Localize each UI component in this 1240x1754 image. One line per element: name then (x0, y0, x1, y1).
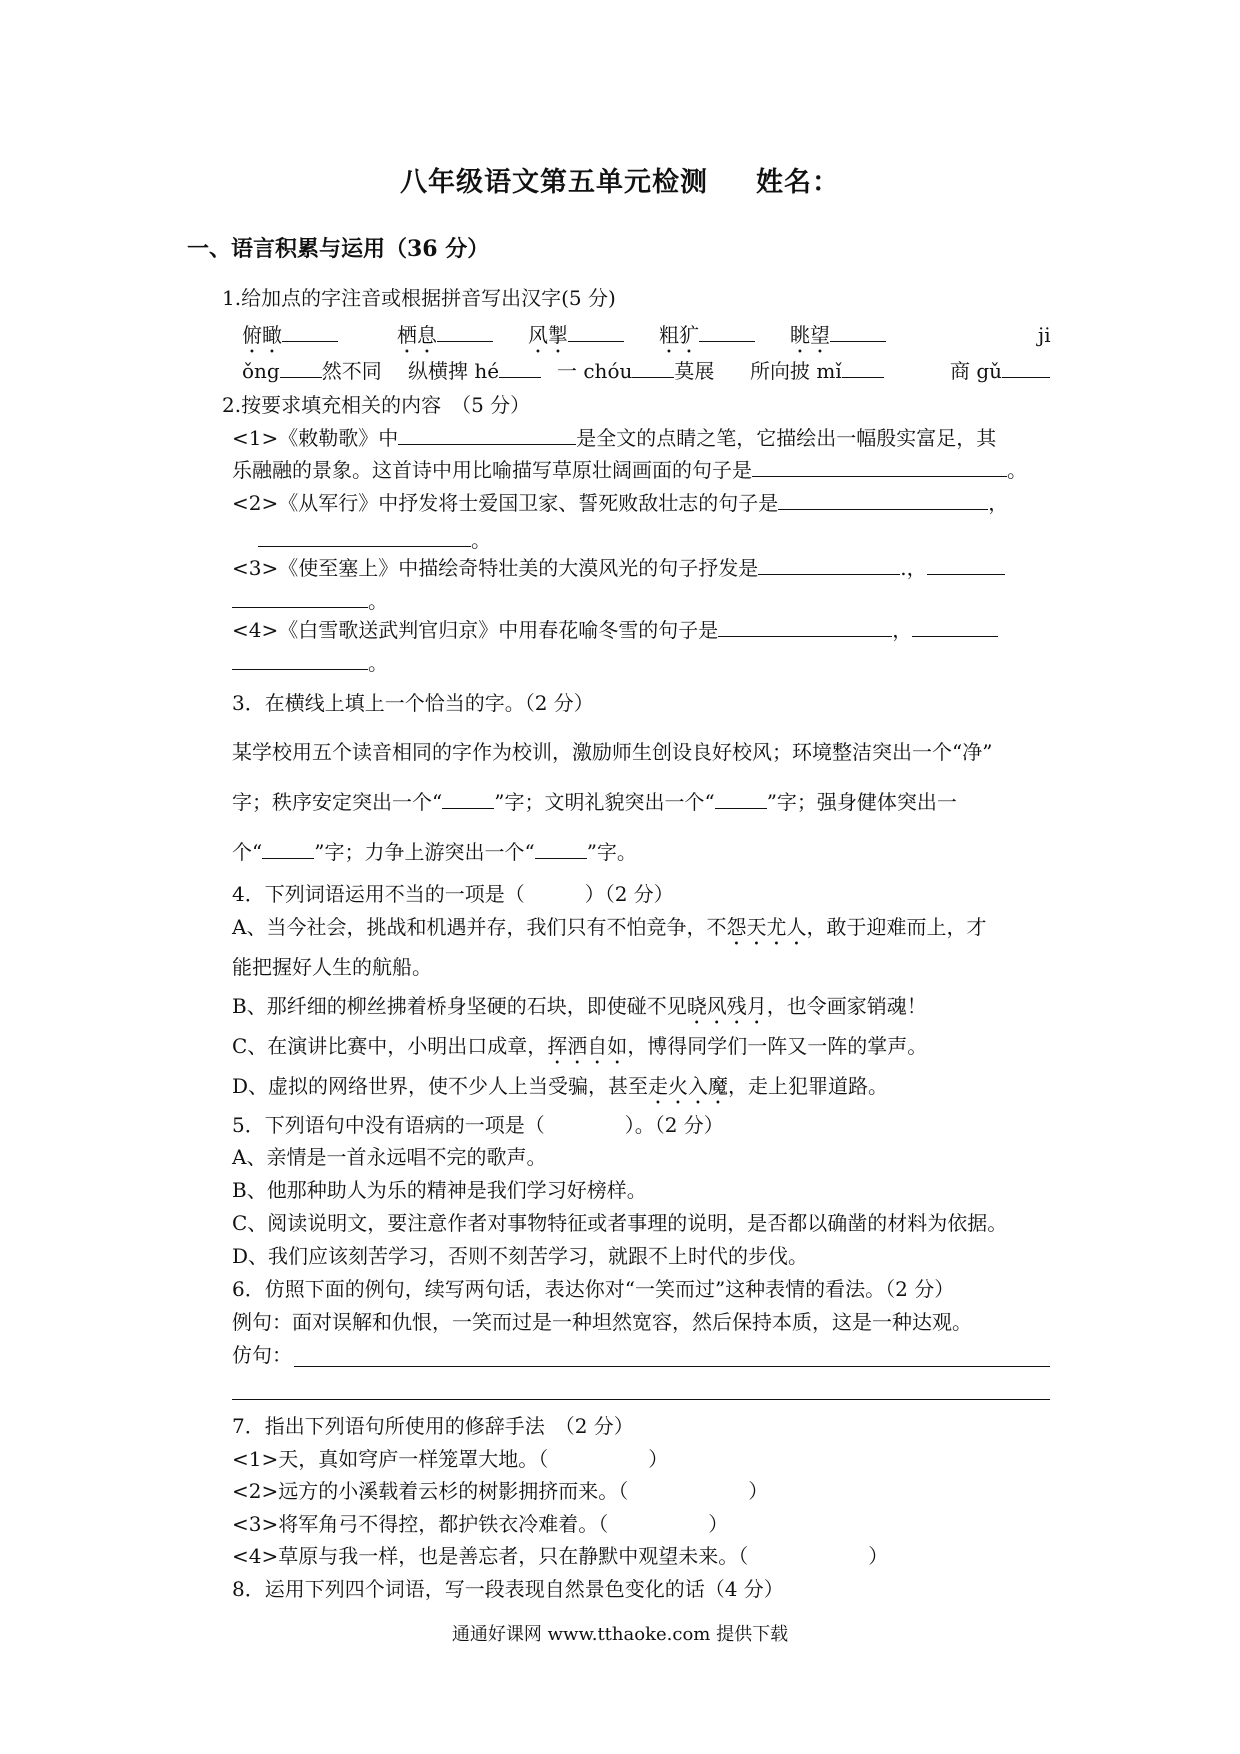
q3-line-2: 字；秩序安定突出一个“ ”字；文明礼貌突出一个“ ”字；强身健体突出一 (232, 790, 957, 814)
q8-prompt: 8．运用下列四个词语，写一段表现自然景色变化的话（4 分） (232, 1577, 784, 1601)
q6-example: 例句：面对误解和仇恨，一笑而过是一种坦然宽容，然后保持本质，这是一种达观。 (232, 1310, 972, 1334)
q4-option-a-cont: 能把握好人生的航船。 (232, 955, 432, 979)
q1-pinyin-ji: ji (1038, 323, 1051, 347)
q3-prompt: 3．在横线上填上一个恰当的字。（2 分） (232, 691, 594, 715)
name-label: 姓名： (756, 167, 840, 198)
q1-word-9: 所向披 mǐ (750, 358, 884, 384)
q1-word-1: 俯瞰 (242, 322, 338, 358)
q2-item-4-cont: 。 (232, 650, 388, 676)
q3-line-1: 某学校用五个读音相同的字作为校训，激励师生创设良好校风；环境整洁突出一个“净” (232, 740, 993, 764)
q7-item-1: <1>天，真如穹庐一样笼罩大地。（ ） (232, 1447, 669, 1471)
q1-word-6: ǒng 然不同 (242, 359, 382, 383)
q7-prompt: 7．指出下列语句所使用的修辞手法 （2 分） (232, 1414, 634, 1438)
q7-item-2: <2>远方的小溪载着云杉的树影拥挤而来。（ ） (232, 1479, 769, 1503)
q4-option-d: D、虚拟的网络世界，使不少人上当受骗，甚至走火入魔，走上犯罪道路。 (232, 1074, 889, 1098)
answer-line (294, 1366, 1050, 1367)
q4-option-b: B、那纤细的柳丝拂着桥身坚硬的石块，即使碰不见晓风残月，也令画家销魂！ (232, 994, 927, 1018)
q7-item-3: <3>将军角弓不得控，都护铁衣冷难着。（ ） (232, 1512, 729, 1536)
q1-word-8: 一 chóu 莫展 (557, 359, 715, 383)
q1-word-10: 商 gǔ (950, 358, 1050, 384)
page-title (0, 160, 1240, 199)
q2-prompt: 2.按要求填充相关的内容 （5 分） (222, 393, 531, 417)
q1-word-7: 纵横捭 hé (408, 358, 541, 384)
q2-item-4: <4>《白雪歌送武判官归京》中用春花喻冬雪的句子是 ， (232, 617, 998, 643)
q4-option-c: C、在演讲比赛中，小明出口成章，挥洒自如，博得同学们一阵又一阵的掌声。 (232, 1034, 928, 1058)
q2-item-1: <1>《敕勒歌》中 是全文的点睛之笔，它描绘出一幅殷实富足，其 (232, 426, 997, 450)
q1-word-3: 风掣 (528, 322, 624, 358)
q1-word-2: 栖息 (397, 322, 493, 358)
q1-prompt: 1.给加点的字注音或根据拼音写出汉字(5 分) (222, 286, 616, 310)
q4-option-a: A、当今社会，挑战和机遇并存，我们只有不怕竞争，不怨天尤人，敢于迎难而上，才 (232, 915, 987, 939)
q2-item-2: <2>《从军行》中抒发将士爱国卫家、誓死败敌壮志的句子是 ， (232, 491, 1009, 515)
footer-credit: 通通好课网 www.tthaoke.com 提供下载 (451, 1624, 789, 1645)
q3-line-3: 个“ ”字；力争上游突出一个“ ”字。 (232, 840, 637, 864)
q5-option-c: C、阅读说明文，要注意作者对事物特征或者事理的说明，是否都以确凿的材料为依据。 (232, 1211, 1008, 1235)
q7-item-4: <4>草原与我一样，也是善忘者，只在静默中观望未来。（ ） (232, 1544, 889, 1568)
q2-item-1-cont: 乐融融的景象。这首诗中用比喻描写草原壮阔画面的句子是 。 (232, 458, 1027, 482)
exam-title: 八年级语文第五单元检测 (400, 167, 708, 198)
answer-line (232, 1399, 1050, 1400)
q5-option-d: D、我们应该刻苦学习，否则不刻苦学习，就跟不上时代的步伐。 (232, 1244, 809, 1268)
q1-word-5: 眺望 (790, 322, 886, 358)
section-heading: 一、语言积累与运用（36 分） (187, 236, 490, 262)
q1-word-4: 粗犷 (659, 322, 755, 358)
q2-item-3: <3>《使至塞上》中描绘奇特壮美的大漠风光的句子抒发是 .， (232, 555, 1005, 581)
q2-item-3-cont: 。 (232, 588, 388, 614)
q6-imitate-label: 仿句： (232, 1343, 292, 1367)
q5-option-a: A、亲情是一首永远唱不完的歌声。 (232, 1145, 547, 1169)
q4-prompt: 4．下列词语运用不当的一项是（ ）（2 分） (232, 882, 674, 906)
q2-item-2-cont: 。 (258, 527, 491, 553)
q5-option-b: B、他那种助人为乐的精神是我们学习好榜样。 (232, 1178, 647, 1202)
q6-prompt: 6．仿照下面的例句，续写两句话，表达你对“一笑而过”这种表情的看法。（2 分） (232, 1277, 955, 1301)
q5-prompt: 5．下列语句中没有语病的一项是（ ）。（2 分） (232, 1113, 724, 1137)
